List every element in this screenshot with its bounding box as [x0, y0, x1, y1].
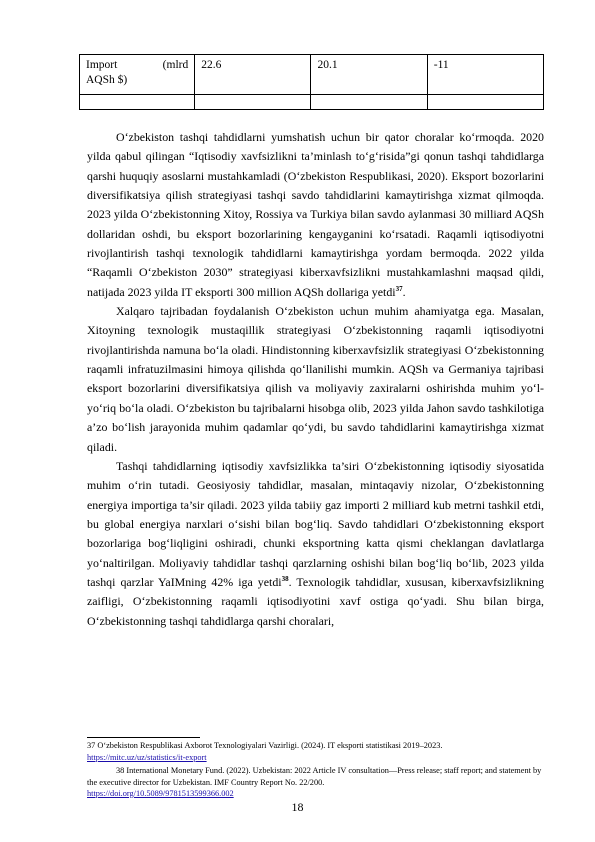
- table-cell-value: 22.6: [195, 55, 311, 95]
- paragraph-1: [87, 128, 544, 302]
- table-cell-empty: [195, 95, 311, 110]
- paragraph-1-text: O‘zbekiston tashqi tahdidlarni yumshatish uchun bir qator choralar ko‘rmoqda. 2020 yilda qabul qilingan “Iqtisodiy xavfsizlikni ta’minlash to‘g‘risida”gi qonun tashqi tahdidlarga qarshi huquqiy asoslarni mustahkamladi (O‘zbekiston Respublikasi, 2020). Eksport bozorlarini diversifikatsiya qilish strategiyasi tashqi savdo tahdidlarini kamaytirishga xizmat qilmoqda. 2023 yilda O‘zbekistonning Xitoy, Rossiya va Turkiya bilan savdo aylanmasi 30 milliard AQSh dollaridan oshdi, bu eksport bozorlarining kengayganini ko‘rsatadi. Raqamli iqtisodiyotni rivojlantirish tashqi texnologik tahdidlarni kamaytirishga yordam bermoqda. 2022 yilda “Raqamli O‘zbekiston 2030” strategiyasi kiberxavfsizlikni mustahkamlashni maqsad qildi, natijada 2023 yilda IT eksporti 300 million AQSh dollariga yetdi: [87, 130, 544, 299]
- footnote-37-link[interactable]: https://mitc.uz/uz/statistics/it-export: [87, 752, 207, 762]
- footnote-38-link[interactable]: https://doi.org/10.5089/9781513599366.002: [87, 789, 234, 798]
- table-cell-empty: [80, 95, 195, 110]
- paragraph-3: [87, 457, 544, 631]
- footnote-38-text: 38 International Monetary Fund. (2022). Uzbekistan: 2022 Article IV consultation—Press release; staff report; and statement by the executive director for Uzbekistan. IMF Country Report No. 22/200.: [87, 766, 542, 787]
- import-data-table: [79, 54, 544, 110]
- page-number: 18: [291, 800, 304, 814]
- footnotes: [87, 740, 544, 800]
- table-cell-value: -11: [427, 55, 543, 95]
- table-row: [80, 95, 544, 110]
- table-label-line-2: AQSh $): [86, 74, 128, 86]
- footnote-ref-37[interactable]: 37: [395, 284, 403, 293]
- paragraph-1-end: .: [402, 284, 406, 299]
- body-text: [87, 128, 544, 631]
- paragraph-2: Xalqaro tajribadan foydalanish O‘zbekiston uchun muhim ahamiyatga ega. Masalan, Xitoyning texnologik mustaqillik strategiyasi O‘zbekistonning raqamli iqtisodiyotni rivojlantirishda namuna bo‘la oladi. Hindistonning kiberxavfsizlik strategiyasi O‘zbekistonning raqamli infratuzilmasini himoya qilishda qo‘llanilishi mumkin. AQSh va Germaniya tajribasi eksport bozorlarini diversifikatsiya qilish va moliyaviy zaxiralarni oshirishda muhim yo‘l-yo‘riq bo‘la oladi. O‘zbekiston bu tajribalarni hisobga olib, 2023 yilda Jahon savdo tashkilotiga a’zo bo‘lish jarayonida muhim qadamlar qo‘ydi, bu savdo tahdidlarini kamaytirishga xizmat qiladi.: [87, 304, 544, 454]
- table-label-line-1: Import (mlrd: [86, 59, 189, 71]
- footnote-37-text: 37 O‘zbekiston Respublikasi Axborot Texnologiyalari Vazirligi. (2024). IT eksporti statistikasi 2019–2023.: [87, 741, 443, 750]
- footnote-separator: [87, 737, 200, 738]
- table-cell-empty: [427, 95, 543, 110]
- footnote-ref-38[interactable]: 38: [281, 574, 289, 583]
- table-cell-value: 20.1: [311, 55, 427, 95]
- paragraph-3-text: Tashqi tahdidlarning iqtisodiy xavfsizlikka ta’siri O‘zbekistonning iqtisodiy siyosatida muhim o‘rin tutadi. Geosiyosiy tahdidlar, masalan, mintaqaviy nizolar, O‘zbekistonning energiya importiga ta’sir qiladi. 2023 yilda tabiiy gaz importi 2 milliard kub metrni tashkil etdi, bu global energiya narxlari o‘sishi bilan bog‘liq. Savdo tahdidlari O‘zbekistonning eksport bozorlariga bog‘liqligini oshiradi, chunki eksportning katta qismi cheklangan davlatlarga yo‘naltirilgan. Moliyaviy tahdidlar tashqi qarzlarning oshishi bilan bog‘liq bo‘lib, 2023 yilda tashqi qarzlar YaIMning 42% iga yetdi: [87, 458, 544, 589]
- table-row: [80, 55, 544, 95]
- paragraph-3-continuation: . Texnologik tahdidlar, xususan, kiberxavfsizlikning zaifligi, O‘zbekistonning raqamli iqtisodiyotini xavf ostiga qo‘yadi. Shu bilan birga, O‘zbekistonning tashqi tahdidlarga qarshi choralari,: [87, 574, 544, 628]
- footnote-38: [87, 765, 544, 800]
- table-cell-label: [80, 55, 195, 95]
- table-cell-empty: [311, 95, 427, 110]
- footnote-37: [87, 740, 544, 763]
